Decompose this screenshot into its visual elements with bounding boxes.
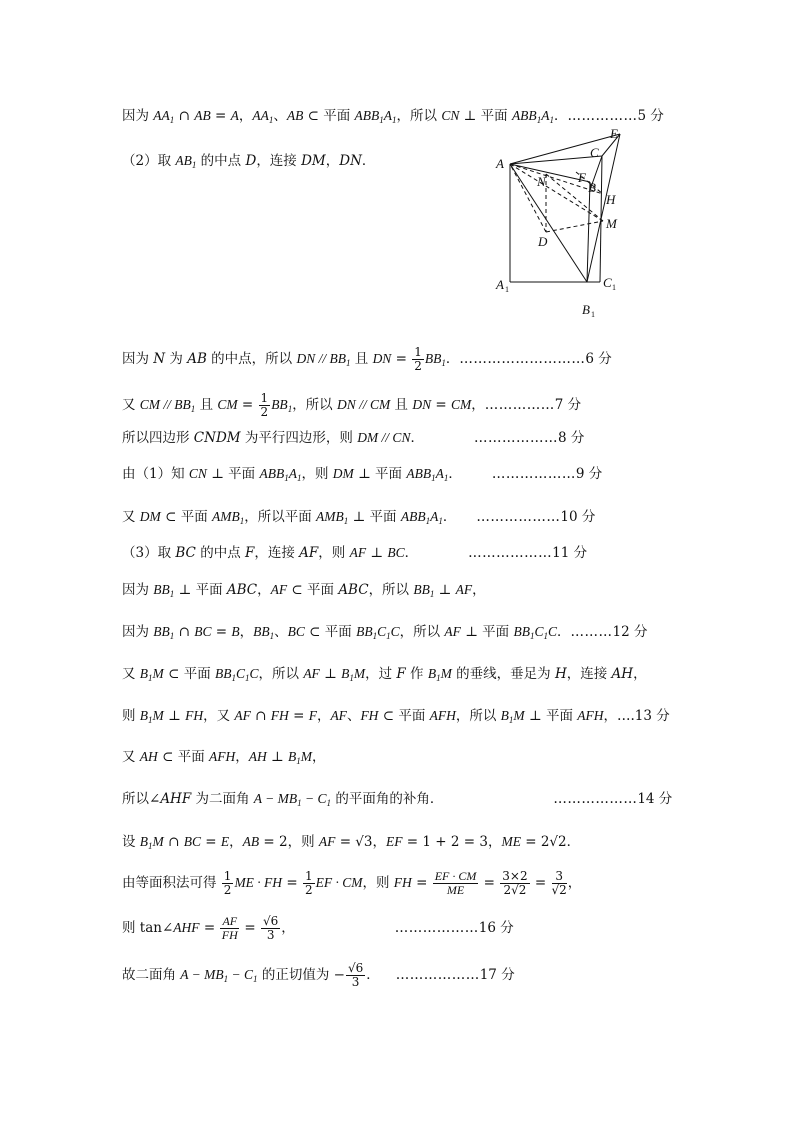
label-c1: C [603,275,612,290]
solution-line-18: 故二面角 $A - MB_1 - C_1$ 的正切值为 − $\frac{√6}{3}$ ． ………………17 分 [122,961,515,989]
solution-line-2: （2）取 $AB_1$ 的中点 D，连接 DM，DN． [122,153,376,170]
label-a1-sub: 1 [505,285,509,294]
label-d: D [538,234,548,249]
label-c1-sub: 1 [612,283,616,292]
label-a: A [496,156,504,171]
solution-line-15: 设 $B_1M$ ∩ BC = E，AB = 2，则 AF = √3，EF = 1 + 2 = 3，ME = 2√2． [122,834,581,851]
solution-line-5: 所以四边形 CNDM 为平行四边形，则 DM // CN． ………………8 分 [122,430,585,446]
solution-line-11: 又 $B_1M$ ⊂ 平面 $BB_1C_1C$，所以 AF ⊥ $B_1M$，过 F 作 $B_1M$ 的垂线，垂足为 H，连接 AH， [122,666,647,683]
solution-line-16: 由等面积法可得 $\frac{1}{2}$ ME · FH = $\frac{1}{2}$ EF · CM，则 FH = $\frac{EF \cdot CM}{ME}$ = $\frac{3\times 2}{2√2}$ = $\frac{3}{√2}$ ， [122,869,582,897]
solution-line-12: 则 $B_1M$ ⊥ FH，又 AF ∩ FH = F，AF、FH ⊂ 平面 AFH，所以 $B_1M$ ⊥ 平面 AFH，….13 分 [122,708,670,725]
solution-line-10: 因为 $BB_1$ ∩ BC = B，$BB_1$、BC ⊂ 平面 $BB_1C_1C$，所以 AF ⊥ 平面 $BB_1C_1C$．………12 分 [122,624,648,641]
solution-line-13: 又 AH ⊂ 平面 AFH，AH ⊥ $B_1M$， [122,749,326,766]
label-a1: A [496,277,504,292]
geometry-figure [490,124,660,328]
solution-line-17: 则 tan∠AHF = $\frac{AF}{FH}$ = $\frac{√6}{3}$ ， ………………16 分 [122,914,514,942]
label-c: C [590,145,599,160]
label-n: N [537,174,546,189]
solution-line-4: 又 CM // $BB_1$ 且 CM = $\frac{1}{2}$ $BB_1$，所以 DN // CM 且 DN = CM，……………7 分 [122,391,582,419]
label-h: H [606,192,616,207]
solution-line-8: （3）取 BC 的中点 F，连接 AF，则 AF ⊥ BC． ………………11 分 [122,545,588,561]
solution-line-6: 由（1）知 CN ⊥ 平面 $ABB_1A_1$，则 DM ⊥ 平面 $ABB_1A_1$． ………………9 分 [122,466,603,483]
label-b1: B [582,302,590,317]
prism-diagram [490,124,660,324]
line-1-text: 因为 $AA_1$ ∩ AB = A，$AA_1$、AB ⊂ 平面 $ABB_1A_1$，所以 CN ⊥ 平面 $ABB_1A_1$．……………5 分 [122,108,664,125]
solution-line-14: 所以∠AHF 为二面角 $A - MB_1 - C_1$ 的平面角的补角． ………………14 分 [122,791,673,808]
label-f: F [578,170,586,185]
label-e: E [610,126,618,141]
label-b: B [588,180,596,195]
label-m: M [606,216,617,231]
solution-line-7: 又 DM ⊂ 平面 $AMB_1$，所以平面 $AMB_1$ ⊥ 平面 $ABB_1A_1$． ………………10 分 [122,509,596,526]
solution-line-3: 因为 N 为 AB 的中点，所以 DN // $BB_1$ 且 DN = $\frac{1}{2}$ $BB_1$．………………………6 分 [122,345,612,373]
label-b1-sub: 1 [591,310,595,319]
solution-line-9: 因为 $BB_1$ ⊥ 平面 ABC，AF ⊂ 平面 ABC，所以 $BB_1$ ⊥ AF， [122,582,486,599]
